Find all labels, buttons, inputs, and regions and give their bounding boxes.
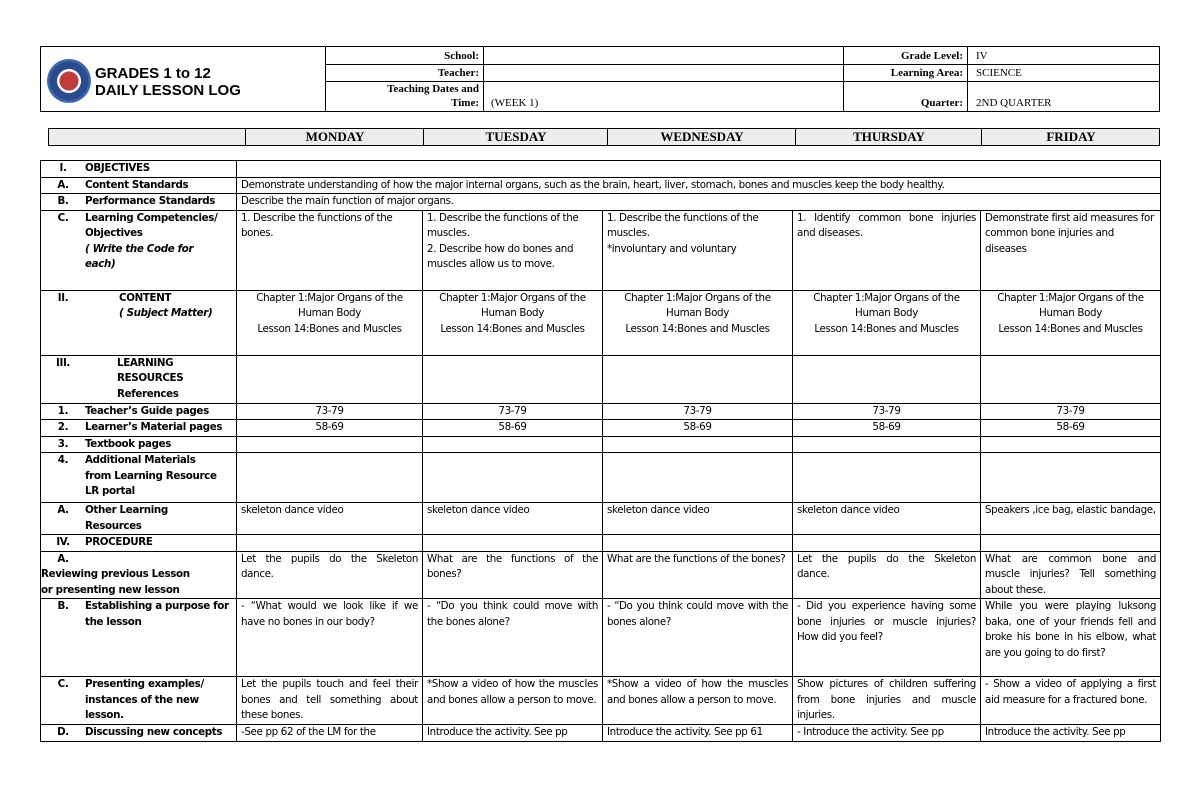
content-tuesday[interactable]: Chapter 1:Major Organs of the Human Body Lesson 14:Bones and Muscles	[423, 290, 603, 355]
resources-monday[interactable]	[237, 355, 423, 403]
presenting-friday[interactable]: - Show a video of applying a first aid measure for a fractured bone.	[981, 677, 1161, 725]
learning-resources-label: III. LEARNING RESOURCES References	[41, 355, 237, 403]
row-lm-pages	[41, 420, 1161, 437]
tg-pages-thursday[interactable]: 73-79	[793, 403, 981, 420]
procedure-monday[interactable]	[237, 535, 423, 552]
header-block	[40, 46, 1160, 112]
additional-monday[interactable]	[237, 453, 423, 503]
other-wednesday[interactable]: skeleton dance video	[603, 503, 793, 535]
quarter-field[interactable]: 2ND QUARTER	[976, 97, 1052, 109]
learning-area-label: Learning Area:	[890, 67, 963, 79]
discussing-wednesday[interactable]: Introduce the activity. See pp 61	[603, 725, 793, 742]
row-other-resources	[41, 503, 1161, 535]
purpose-label: B. Establishing a purpose for the lesson	[41, 599, 237, 677]
dates-label-line1: Teaching Dates and	[387, 83, 479, 95]
discussing-thursday[interactable]: - Introduce the activity. See pp	[793, 725, 981, 742]
dates-field[interactable]: (WEEK 1)	[491, 97, 539, 109]
days-header-row	[48, 128, 1160, 146]
content-label: II. CONTENT ( Subject Matter)	[41, 290, 237, 355]
header-divider	[483, 47, 484, 111]
content-standards-value[interactable]: Demonstrate understanding of how the major internal organs, such as the brain, heart, liver, stomach, bones and muscles keep the body healthy.	[237, 177, 1161, 194]
competency-friday[interactable]: Demonstrate first aid measures for common bone injuries and diseases	[981, 210, 1161, 290]
performance-standards-value[interactable]: Describe the main function of major organs.	[237, 194, 1161, 211]
row-content-standards	[41, 177, 1161, 194]
lm-pages-thursday[interactable]: 58-69	[793, 420, 981, 437]
additional-materials-label: 4. Additional Materials from Learning Resource LR portal	[41, 453, 237, 503]
content-standards-label: A. Content Standards	[41, 177, 237, 194]
reviewing-friday[interactable]: What are common bone and muscle injuries? Tell something about these.	[981, 551, 1161, 599]
school-label: School:	[444, 50, 479, 62]
logo-cell	[41, 47, 326, 111]
purpose-thursday[interactable]: - Did you experience having some bone injuries or muscle injuries? How did you feel?	[793, 599, 981, 677]
content-wednesday[interactable]: Chapter 1:Major Organs of the Human Body Lesson 14:Bones and Muscles	[603, 290, 793, 355]
additional-tuesday[interactable]	[423, 453, 603, 503]
reviewing-label: A.Reviewing previous Lesson or presenting new lesson	[41, 551, 237, 599]
title-line-2: DAILY LESSON LOG	[95, 82, 241, 99]
competency-thursday[interactable]: 1. Identify common bone injuries and diseases.	[793, 210, 981, 290]
tg-pages-label: 1. Teacher’s Guide pages	[41, 403, 237, 420]
day-friday: FRIDAY	[981, 129, 1160, 145]
content-monday[interactable]: Chapter 1:Major Organs of the Human Body Lesson 14:Bones and Muscles	[237, 290, 423, 355]
day-wednesday: WEDNESDAY	[607, 129, 796, 145]
teacher-label: Teacher:	[437, 67, 479, 79]
row-tg-pages	[41, 403, 1161, 420]
lesson-log-table	[40, 160, 1160, 742]
additional-thursday[interactable]	[793, 453, 981, 503]
row-performance-standards	[41, 194, 1161, 211]
other-resources-label: A. Other Learning Resources	[41, 503, 237, 535]
competency-tuesday[interactable]: 1. Describe the functions of the muscles. 2. Describe how do bones and muscles allow us to move.	[423, 210, 603, 290]
procedure-label: IV. PROCEDURE	[41, 535, 237, 552]
competency-wednesday[interactable]: 1. Describe the functions of the muscles. *involuntary and voluntary	[603, 210, 793, 290]
presenting-tuesday[interactable]: *Show a video of how the muscles and bones allow a person to move.	[423, 677, 603, 725]
purpose-friday[interactable]: While you were playing luksong baka, one of your friends fell and broke his bone in his elbow, what are you going to do first?	[981, 599, 1161, 677]
grade-level-label: Grade Level:	[900, 50, 963, 62]
lm-pages-tuesday[interactable]: 58-69	[423, 420, 603, 437]
lm-pages-monday[interactable]: 58-69	[237, 420, 423, 437]
discussing-label: D. Discussing new concepts	[41, 725, 237, 742]
resources-wednesday[interactable]	[603, 355, 793, 403]
day-tuesday: TUESDAY	[423, 129, 608, 145]
row-purpose	[41, 599, 1161, 677]
other-friday[interactable]: Speakers ,ice bag, elastic bandage,	[981, 503, 1161, 535]
textbook-monday[interactable]	[237, 436, 423, 453]
dates-label-line2: Time:	[451, 97, 479, 109]
row-reviewing	[41, 551, 1161, 599]
reviewing-thursday[interactable]: Let the pupils do the Skeleton dance.	[793, 551, 981, 599]
lm-pages-wednesday[interactable]: 58-69	[603, 420, 793, 437]
presenting-thursday[interactable]: Show pictures of children suffering from bone injuries and muscle injuries.	[793, 677, 981, 725]
header-divider	[967, 47, 968, 111]
procedure-thursday[interactable]	[793, 535, 981, 552]
procedure-tuesday[interactable]	[423, 535, 603, 552]
purpose-monday[interactable]: - “What would we look like if we have no bones in our body?	[237, 599, 423, 677]
presenting-wednesday[interactable]: *Show a video of how the muscles and bones allow a person to move.	[603, 677, 793, 725]
content-thursday[interactable]: Chapter 1:Major Organs of the Human Body Lesson 14:Bones and Muscles	[793, 290, 981, 355]
other-monday[interactable]: skeleton dance video	[237, 503, 423, 535]
objectives-cell[interactable]	[237, 161, 1161, 178]
presenting-label: C. Presenting examples/ instances of the new lesson.	[41, 677, 237, 725]
row-content	[41, 290, 1161, 355]
lm-pages-label: 2. Learner’s Material pages	[41, 420, 237, 437]
performance-standards-label: B. Performance Standards	[41, 194, 237, 211]
reviewing-wednesday[interactable]: What are the functions of the bones?	[603, 551, 793, 599]
learning-area-field[interactable]: SCIENCE	[976, 67, 1022, 79]
resources-friday[interactable]	[981, 355, 1161, 403]
deped-seal-icon	[47, 59, 91, 103]
purpose-tuesday[interactable]: - “Do you think could move with the bones alone?	[423, 599, 603, 677]
competencies-label: C. Learning Competencies/ Objectives ( Write the Code for each)	[41, 210, 237, 290]
textbook-thursday[interactable]	[793, 436, 981, 453]
discussing-monday[interactable]: -See pp 62 of the LM for the	[237, 725, 423, 742]
tg-pages-monday[interactable]: 73-79	[237, 403, 423, 420]
reviewing-tuesday[interactable]: What are the functions of the bones?	[423, 551, 603, 599]
lm-pages-friday[interactable]: 58-69	[981, 420, 1161, 437]
tg-pages-tuesday[interactable]: 73-79	[423, 403, 603, 420]
objectives-label: I. OBJECTIVES	[41, 161, 237, 178]
row-learning-resources	[41, 355, 1161, 403]
textbook-tuesday[interactable]	[423, 436, 603, 453]
tg-pages-wednesday[interactable]: 73-79	[603, 403, 793, 420]
row-discussing	[41, 725, 1161, 742]
textbook-friday[interactable]	[981, 436, 1161, 453]
resources-tuesday[interactable]	[423, 355, 603, 403]
content-friday[interactable]: Chapter 1:Major Organs of the Human Body Lesson 14:Bones and Muscles	[981, 290, 1161, 355]
row-additional-materials	[41, 453, 1161, 503]
header-divider	[325, 64, 1159, 65]
resources-thursday[interactable]	[793, 355, 981, 403]
row-procedure	[41, 535, 1161, 552]
presenting-monday[interactable]: Let the pupils touch and feel their bones and tell something about these bones.	[237, 677, 423, 725]
header-divider	[325, 81, 1159, 82]
procedure-wednesday[interactable]	[603, 535, 793, 552]
other-thursday[interactable]: skeleton dance video	[793, 503, 981, 535]
grade-level-field[interactable]: IV	[976, 50, 988, 62]
quarter-label: Quarter:	[920, 97, 963, 109]
discussing-friday[interactable]: Introduce the activity. See pp	[981, 725, 1161, 742]
title-line-1: GRADES 1 to 12	[95, 65, 211, 82]
row-objectives	[41, 161, 1161, 178]
row-presenting	[41, 677, 1161, 725]
row-competencies	[41, 210, 1161, 290]
tg-pages-friday[interactable]: 73-79	[981, 403, 1161, 420]
day-monday: MONDAY	[245, 129, 424, 145]
procedure-friday[interactable]	[981, 535, 1161, 552]
row-textbook-pages	[41, 436, 1161, 453]
competency-monday[interactable]: 1. Describe the functions of the bones.	[237, 210, 423, 290]
purpose-wednesday[interactable]: - “Do you think could move with the bones alone?	[603, 599, 793, 677]
textbook-pages-label: 3. Textbook pages	[41, 436, 237, 453]
other-tuesday[interactable]: skeleton dance video	[423, 503, 603, 535]
additional-wednesday[interactable]	[603, 453, 793, 503]
day-thursday: THURSDAY	[795, 129, 982, 145]
additional-friday[interactable]	[981, 453, 1161, 503]
textbook-wednesday[interactable]	[603, 436, 793, 453]
discussing-tuesday[interactable]: Introduce the activity. See pp	[423, 725, 603, 742]
reviewing-monday[interactable]: Let the pupils do the Skeleton dance.	[237, 551, 423, 599]
header-divider	[843, 47, 844, 111]
